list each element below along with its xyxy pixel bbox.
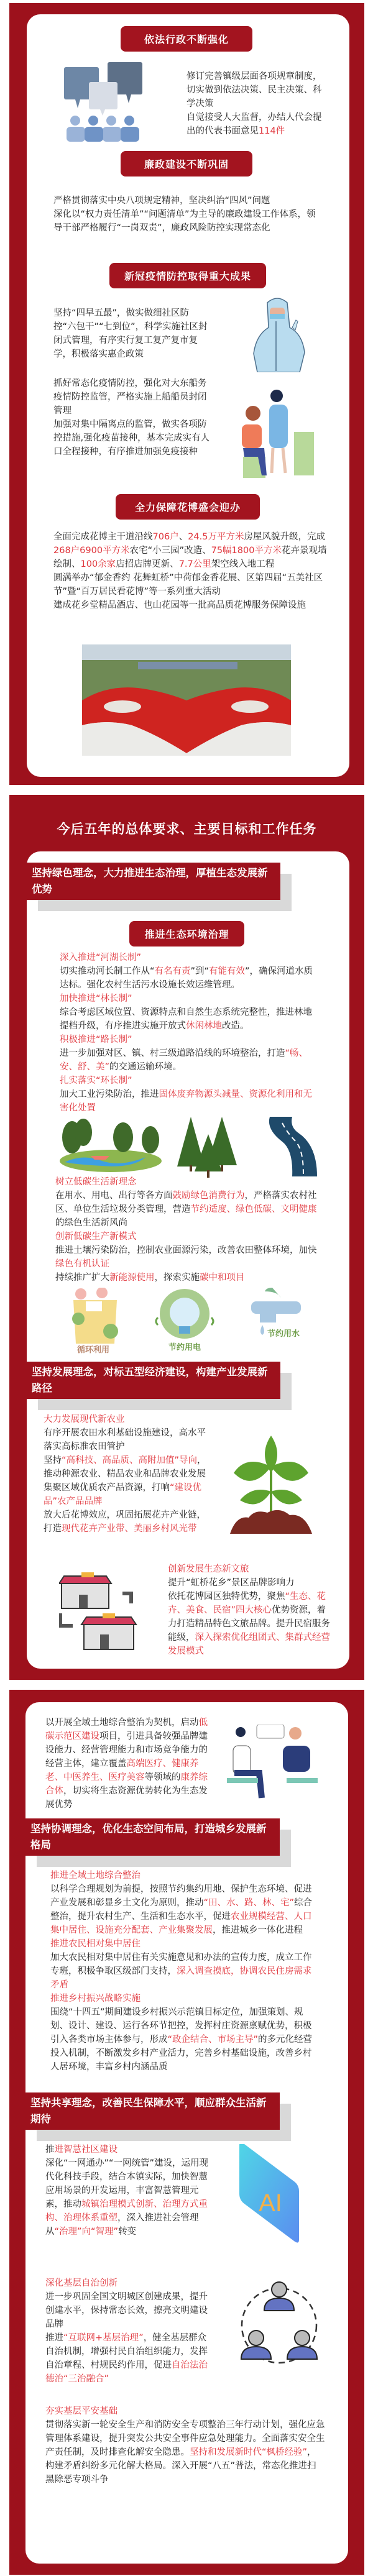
paragraph bbox=[53, 208, 323, 235]
paragraph bbox=[53, 571, 329, 598]
highlight-text: 高端医疗、健康养老、中医养生、医疗美容 bbox=[45, 1759, 199, 1782]
body-text: 等领域的 bbox=[144, 1772, 181, 1782]
subheading-text: 深化基层自治创新 bbox=[45, 2278, 117, 2288]
body-text: ”到“ bbox=[190, 966, 210, 976]
highlight-text: 固体废弃物源头减量、资源化利用和无害化处置 bbox=[60, 1089, 312, 1113]
ai-label: AI bbox=[259, 2189, 282, 2217]
paragraph bbox=[168, 1576, 332, 1590]
paragraph bbox=[45, 2404, 325, 2418]
body-text: 店招店牌更新、 bbox=[116, 559, 179, 569]
expo-pavilion-photo bbox=[82, 644, 291, 756]
body-text: 自觉接受人大监督，办结人代会提出的代表书面意见 bbox=[186, 112, 322, 136]
section-title-expo: 全力保障花博盛会迎办 bbox=[116, 494, 260, 520]
body-text: 花卉景观墙绘制、 bbox=[53, 546, 327, 569]
body-text: 的多元化经营投入机制，不断激发乡村产业活力，完善乡村基础设施，改善乡村人居环境，丰富乡村内涵品质 bbox=[50, 2035, 313, 2072]
body-text: 进一步加强对区、镇、村三级道路沿线的环境整治，打造 bbox=[60, 1048, 285, 1058]
paragraph bbox=[168, 1562, 332, 1576]
highlight-text: 低碳示范区建设 bbox=[45, 1718, 208, 1741]
body-text: ，深入推进社会管理从 bbox=[45, 2213, 199, 2237]
body-text: 切实推动河长制工作从“ bbox=[60, 966, 155, 976]
seedling-plant-illustration bbox=[230, 1436, 312, 1534]
paragraph bbox=[55, 1175, 320, 1189]
agriculture-text bbox=[44, 1413, 209, 1536]
body-text: 持续推广扩大 bbox=[55, 1273, 109, 1283]
highlight-text: 75幅1800平方米 bbox=[211, 546, 282, 556]
law-text bbox=[186, 70, 323, 138]
covid-text-2 bbox=[53, 377, 210, 459]
body-text: 推进土壤污染防治，控制农业面源污染，改善农田整体环境，加快 bbox=[55, 1245, 317, 1255]
body-text: ，切实将生态资源优势转化为生态发展优势 bbox=[45, 1786, 208, 1810]
vaccination-illustration bbox=[238, 388, 316, 479]
paragraph bbox=[60, 1047, 317, 1074]
highlight-text: 24.5万平方米 bbox=[188, 532, 244, 542]
paragraph bbox=[44, 1454, 209, 1481]
paragraph bbox=[44, 1426, 209, 1454]
paragraph bbox=[186, 70, 323, 111]
paragraph bbox=[60, 1006, 317, 1033]
highlight-text: 休闲林地 bbox=[186, 1021, 222, 1031]
highlight-text: 自治法治德治“三治融合” bbox=[45, 2360, 208, 2384]
subheading-text: 加快推进“林长制” bbox=[60, 994, 132, 1004]
paragraph bbox=[50, 1882, 320, 1937]
subheading-text: 夯实基层平安基础 bbox=[45, 2406, 117, 2416]
body-text: 围绕“十四五”期间建设乡村振兴示范镇目标定位，加强策划、规划、设计、建设、运行各环节把控，发挥村庄资源禀赋优势，积极引入各类市场主体参与，形成 bbox=[50, 2007, 312, 2045]
paragraph bbox=[45, 2143, 210, 2157]
highlight-text: 节约适度、绿色低碳、文明健康 bbox=[190, 1204, 317, 1214]
paragraph bbox=[53, 530, 329, 571]
section-title-ecology: 推进生态环境治理 bbox=[129, 921, 244, 947]
section-title-law: 依法行政不断强化 bbox=[121, 26, 252, 52]
highlight-text: 有能有效 bbox=[209, 966, 246, 976]
shops-exchange-illustration bbox=[59, 1572, 137, 1651]
highlight-text: “治理”向“智理” bbox=[54, 2227, 119, 2237]
pine-trees-illustration bbox=[177, 1117, 238, 1178]
paragraph bbox=[44, 1508, 209, 1536]
highlight-text: “畅、安、舒、美” bbox=[60, 1048, 308, 1072]
road-illustration bbox=[267, 1117, 317, 1176]
covid-text-1 bbox=[53, 306, 210, 361]
ecology-text bbox=[60, 951, 317, 1115]
body-text: 改造。 bbox=[222, 1021, 249, 1031]
body-text: 严格贯彻落实中央八项规定精神，坚决纠治“四风”问题 bbox=[53, 196, 270, 206]
paragraph bbox=[53, 377, 210, 418]
paragraph bbox=[50, 1869, 320, 1882]
meeting-discussion-icon bbox=[64, 62, 144, 142]
body-text: 圆满举办“郁金香约 花舞虹桥”中荷郁金香花展、区第四届“五美社区节”暨“百万居民看花博”等一系列重大活动 bbox=[53, 573, 323, 597]
save-water-label: 节约用水 bbox=[267, 1329, 300, 1339]
body-text: 综合整治，提升农村生产、生活和生态水平，促进 bbox=[50, 1898, 313, 1922]
banner-coordination-concept: 坚持协调理念，优化生态空间布局，打造城乡发展新格局 bbox=[25, 1818, 280, 1856]
body-text: 放大后花博效应，巩固拓展花卉产业链，打造 bbox=[44, 1510, 206, 1534]
body-text: ，严格落实农村社区、单位生活垃圾分类管理，营造 bbox=[55, 1191, 317, 1214]
ai-icon bbox=[239, 2144, 299, 2244]
paragraph bbox=[60, 965, 317, 992]
highlight-text: 绿色有机认证 bbox=[55, 1259, 109, 1269]
body-text: 抓好常态化疫情防控，强化对大东船务疫情防控监管，严格实施上船船员封闭管理 bbox=[53, 378, 207, 416]
body-text: 综合考虑区域位置、资源特点和自然生态系统完整性，推进林地提档升级，有序推进实施开放式 bbox=[60, 1007, 312, 1031]
highlight-text: 鼓励绿色消费行为 bbox=[172, 1191, 245, 1201]
subheading-text: 推进全域土地综合整治 bbox=[50, 1871, 140, 1881]
highlight-text: “建设优品”农产品品牌 bbox=[44, 1483, 202, 1506]
paragraph bbox=[50, 1937, 320, 1951]
highlight-text: “政企结合、市场主导” bbox=[167, 2035, 259, 2045]
highlight-text: 有名有责 bbox=[154, 966, 191, 976]
subheading-text: 创新低碳生产新模式 bbox=[55, 1232, 137, 1242]
autonomy-text bbox=[45, 2276, 210, 2386]
subheading-text: 扎实落实“环长制” bbox=[60, 1076, 132, 1086]
paragraph bbox=[50, 1992, 320, 2005]
community-group-icon bbox=[239, 2281, 319, 2368]
wellness-text bbox=[45, 1716, 210, 1812]
paragraph bbox=[55, 1244, 320, 1271]
body-text: 坚持“四早五最”，做实做细社区防控“六包干”“七到位”，科学实施社区封闭式管理，有序实行复工复产复市复学，积极落实惠企政策 bbox=[53, 308, 208, 359]
five-year-goals-title: 今后五年的总体要求、主要目标和工作任务 bbox=[57, 822, 317, 837]
body-text: 项目，引进具备较强品牌建设能力、经营管理能力和市场竞争能力的经营主体，建立覆盖 bbox=[45, 1731, 208, 1769]
save-water-illustration bbox=[247, 1288, 310, 1355]
lake-trees-illustration bbox=[58, 1119, 163, 1175]
body-text: 依托花博园区独特优势，聚焦 bbox=[168, 1592, 285, 1602]
subheading-text: 创新发展生态新文旅 bbox=[168, 1564, 249, 1574]
highlight-text: 碳中和项目 bbox=[200, 1273, 245, 1283]
paragraph bbox=[168, 1590, 332, 1658]
highlight-text: 深入探索优化组团式、集群式经营发展模式 bbox=[168, 1633, 330, 1656]
paragraph bbox=[53, 306, 210, 361]
subheading-text: 推进农民相对集中居住 bbox=[50, 1939, 140, 1949]
paragraph bbox=[55, 1271, 320, 1285]
paragraph bbox=[60, 1033, 317, 1047]
highlight-text: 现代花卉产业带、美丽乡村风光带 bbox=[62, 1524, 197, 1534]
highlight-text: “高科技、高品质、高附加值”导向 bbox=[62, 1455, 198, 1465]
paragraph bbox=[53, 598, 329, 612]
lowcarbon-text bbox=[55, 1175, 320, 1285]
highlight-text: “生态、花卉、美食、民宿”四大核心 bbox=[168, 1592, 326, 1615]
body-text: 加强对集中隔离点的监管，做实各项防控措施,强化疫苗接种，基本完成实有人口全程接种，有序推进加强免疫接种 bbox=[53, 419, 210, 457]
banner-development-concept: 坚持发展理念，对标五型经济建设，构建产业发展新路径 bbox=[27, 1362, 280, 1399]
medical-worker-illustration bbox=[249, 296, 306, 372]
body-text: 提升“虹桥花乡”景区品牌影响力 bbox=[168, 1578, 295, 1588]
paragraph bbox=[60, 1074, 317, 1088]
paragraph bbox=[55, 1230, 320, 1244]
body-text: 深化以“权力责任清单”“问题清单”为主导的廉政建设工作体系，领导干部严格履行“一岗双责”，廉政风险防控实现常态化 bbox=[53, 209, 316, 233]
body-text: 在用水、用电、出行等各方面 bbox=[55, 1191, 173, 1201]
save-electricity-label: 节约用电 bbox=[168, 1343, 201, 1352]
clean-text bbox=[53, 194, 323, 235]
section-title-covid: 新冠疫情防控取得重大成果 bbox=[109, 263, 266, 288]
paragraph bbox=[60, 1088, 317, 1115]
paragraph bbox=[45, 2276, 210, 2290]
paragraph bbox=[45, 2157, 210, 2239]
paragraph bbox=[44, 1413, 209, 1426]
body-text: 推进 bbox=[45, 2333, 63, 2343]
body-text: ，健全基层群众自治机制，增强村民自治组织能力，发挥自治章程、村规民约作用，促进 bbox=[45, 2333, 208, 2370]
body-text: 深化“一网通办”“一网统管”建设，运用现代化科技手段，结合本镇实际，加快智慧应用场景的开发运用，丰富智慧管理元素，推动 bbox=[45, 2158, 209, 2209]
paragraph bbox=[53, 194, 323, 208]
body-text: 推 bbox=[45, 2145, 55, 2155]
highlight-text: 农业规模经营、人口集中居住、设施充分配套、产业集聚发展 bbox=[50, 1912, 312, 1935]
highlight-text: 城镇治理模式创新、治理方式重构、治理体系重塑 bbox=[45, 2199, 208, 2223]
section-title-clean: 廉政建设不断巩固 bbox=[121, 151, 252, 176]
paragraph bbox=[186, 111, 323, 138]
highlight-text: “互联网+基层治理” bbox=[63, 2333, 144, 2343]
save-electricity-illustration bbox=[150, 1288, 219, 1355]
subheading-text: 积极推进“路长制” bbox=[60, 1035, 132, 1045]
highlight-text: 706户 bbox=[152, 532, 179, 542]
tourism-text bbox=[168, 1562, 332, 1658]
subheading-text: 大力发展现代新农业 bbox=[44, 1414, 125, 1424]
smart-community-text bbox=[45, 2143, 210, 2239]
body-text: 进一步巩固全国文明城区创建成果，提升创建水平，保持常态长效，擦亮文明建设品牌 bbox=[45, 2292, 208, 2329]
paragraph bbox=[44, 1481, 209, 1508]
subheading-text: 树立低碳生活新理念 bbox=[55, 1177, 137, 1187]
body-text: 建成花乡堂精品酒店、也山花园等一批高品质花博服务保障设施 bbox=[53, 600, 306, 610]
body-text: 修订完善镇级层面各项规章制度，切实做到依法决策、民主决策、科学决策 bbox=[186, 71, 322, 109]
highlight-text: “田、水、路、林、宅” bbox=[203, 1898, 295, 1908]
highlight-text: 康养综合体 bbox=[45, 1772, 208, 1796]
body-text: 架空线入地工程 bbox=[211, 559, 275, 569]
recycle-label: 循环利用 bbox=[76, 1345, 110, 1355]
body-text: 房屋风貌升级，完成 bbox=[244, 532, 325, 542]
paragraph bbox=[50, 2005, 320, 2074]
paragraph bbox=[55, 1189, 320, 1230]
highlight-text: 114件 bbox=[259, 126, 285, 136]
highlight-text: 7.7公里 bbox=[178, 559, 211, 569]
body-text: 有序开展农田水利基础设施建设，高水平落实高标准农田管护 bbox=[44, 1428, 206, 1452]
body-text: ，推进城乡一体化进程 bbox=[213, 1925, 303, 1935]
subheading-text: 深入推进“河湖长制” bbox=[60, 953, 142, 963]
body-text: 转变 bbox=[118, 2227, 137, 2237]
body-text: 的绿色生活新风尚 bbox=[55, 1218, 127, 1228]
banner-sharing-concept: 坚持共享理念，改善民生保障水平，顺应群众生活新期待 bbox=[25, 2092, 280, 2130]
body-text: 集聚区域优质农产品资源，打响 bbox=[44, 1483, 170, 1493]
safety-text bbox=[45, 2404, 325, 2487]
highlight-text: 100余家 bbox=[80, 559, 116, 569]
highlight-text: 268户6900平方米 bbox=[53, 546, 130, 556]
body-text: ，推动种源农业、精品农业和品牌农业发展 bbox=[44, 1455, 206, 1479]
body-text: 坚持 bbox=[44, 1455, 62, 1465]
paragraph bbox=[50, 1951, 320, 1992]
body-text: 农宅“小三园”改造、 bbox=[129, 546, 211, 556]
conversation-illustration bbox=[227, 1725, 323, 1805]
recycle-bag-illustration bbox=[67, 1288, 123, 1355]
expo-text bbox=[53, 530, 329, 612]
paragraph bbox=[60, 951, 317, 965]
highlight-text: 深入调查摸底，协调农民住房需求矛盾 bbox=[50, 1966, 312, 1990]
paragraph bbox=[45, 2331, 210, 2386]
body-text: 贯彻落实新一轮安全生产和消防安全专项整治三年行动计划，强化应急管理体系建设，提升突发公共安全事件应急处理能力。全面落实安全生产责任制，及时排查化解安全隐患。 bbox=[45, 2420, 325, 2457]
body-text: 加大农民相对集中居住有关实施意见和办法的宣传力度，成立工作专班，积极争取区级部门支持， bbox=[50, 1953, 312, 1976]
banner-green-concept: 坚持绿色理念，大力推进生态治理，厚植生态发展新优势 bbox=[27, 863, 280, 900]
body-text: 以开展全域土地综合整治为契机，启动 bbox=[45, 1718, 199, 1728]
subheading-text: 进智慧社区建设 bbox=[54, 2145, 117, 2155]
body-text: 优势资源，着力打造精品特色文旅品牌。提升民宿服务能级， bbox=[168, 1605, 330, 1643]
body-text: 、 bbox=[178, 532, 188, 542]
highlight-text: 坚持和发展新时代“枫桥经验” bbox=[190, 2447, 308, 2457]
body-text: 加大工业污染防治，推进 bbox=[60, 1089, 159, 1099]
body-text: ，构建矛盾纠纷多元化解大格局。深入开展“八五”普法，常态化推进扫黑除恶专项斗争 bbox=[45, 2447, 316, 2485]
paragraph bbox=[60, 992, 317, 1006]
paragraph bbox=[45, 2290, 210, 2331]
body-text: 以科学合理规划为前提，按照节约集约用地、保护生态环境、促进产业发展和彰显乡土文化为原则，推动 bbox=[50, 1884, 312, 1908]
paragraph bbox=[53, 418, 210, 459]
body-text: 的交通运输环境。 bbox=[109, 1062, 182, 1072]
paragraph bbox=[45, 2418, 325, 2487]
subheading-text: 推进乡村振兴战略实施 bbox=[50, 1994, 140, 2004]
paragraph bbox=[45, 1716, 210, 1812]
coordination-text bbox=[50, 1869, 320, 2074]
body-text: ，探索实施 bbox=[154, 1273, 200, 1283]
body-text: 全面完成花博主干道沿线 bbox=[53, 532, 153, 542]
highlight-text: 新能源使用 bbox=[109, 1273, 155, 1283]
body-text: ”，确保河道水质达标。强化农村生活污水设施长效运维管理。 bbox=[60, 966, 313, 990]
